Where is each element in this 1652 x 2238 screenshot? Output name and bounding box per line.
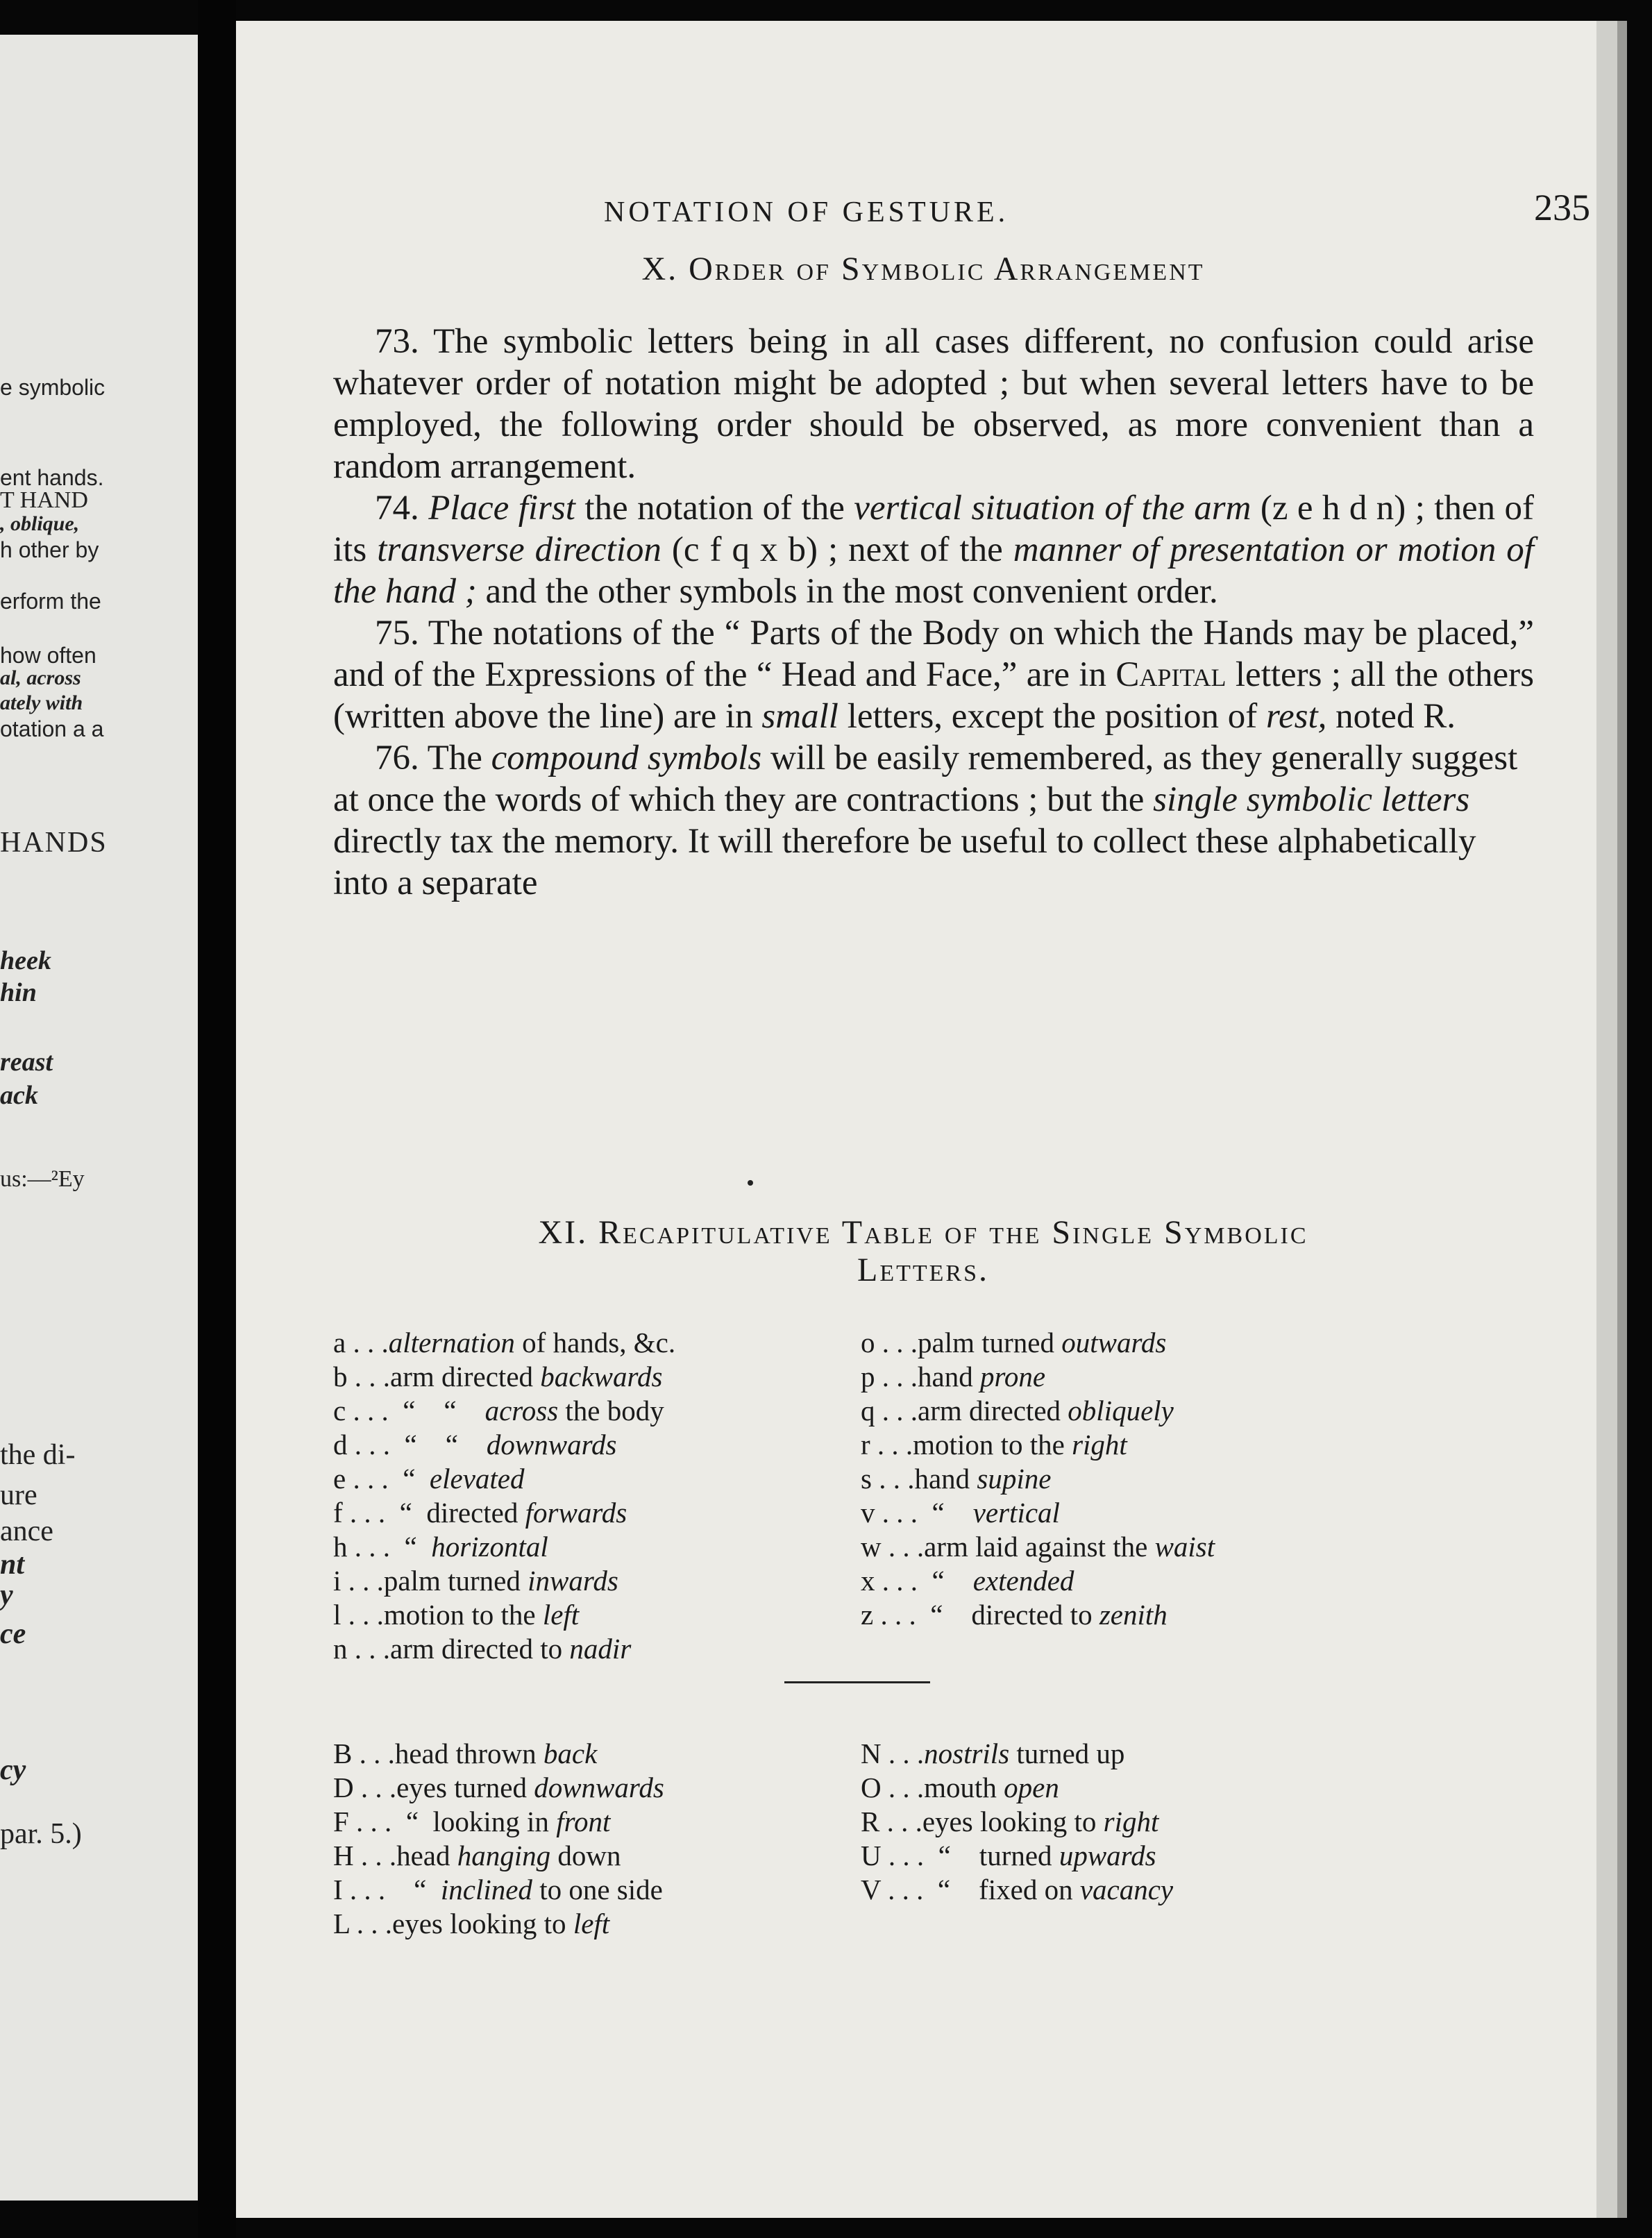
symbol-row: f . . . “ directed forwards <box>333 1497 627 1529</box>
symbol-row: b . . .arm directed backwards <box>333 1361 663 1393</box>
section-x-title: X. Order of Symbolic Arrangement <box>641 251 1205 287</box>
symbol-row: H . . .head hanging down <box>333 1840 621 1871</box>
left-text-fragment: the di- <box>0 1439 76 1471</box>
symbol-row: F . . . “ looking in front <box>333 1806 611 1837</box>
page-edge-shadow <box>1617 21 1627 2218</box>
left-text-fragment: nt <box>0 1549 25 1581</box>
symbol-row: p . . .hand prone <box>861 1361 1046 1393</box>
symbol-row: e . . . “ elevated <box>333 1463 525 1495</box>
symbol-row: U . . . “ turned upwards <box>861 1840 1156 1871</box>
right-page <box>236 21 1596 2218</box>
symbol-row: w . . .arm laid against the waist <box>861 1531 1215 1563</box>
running-head: NOTATION OF GESTURE. <box>604 196 1009 228</box>
symbol-row: c . . . “ “ across the body <box>333 1395 664 1427</box>
left-text-fragment: hin <box>0 978 37 1007</box>
left-text-fragment: ately with <box>0 691 83 714</box>
symbol-row: s . . .hand supine <box>861 1463 1052 1495</box>
left-text-fragment: how often <box>0 643 96 668</box>
left-text-fragment: par. 5.) <box>0 1818 82 1850</box>
symbol-row: o . . .palm turned outwards <box>861 1327 1167 1358</box>
paragraph-75: 75. The notations of the “ Parts of the Body on which the Hands may be placed,” and of the Expressions of the “ Head and Face,” are in Capital letters ; all the others (written above the line) are in small letters, except the position of rest, noted R. <box>333 614 1534 736</box>
capital-left-column <box>333 1737 664 1941</box>
symbol-row: N . . .nostrils turned up <box>861 1738 1125 1769</box>
symbol-row: r . . .motion to the right <box>861 1429 1127 1461</box>
section-xi-title-line2: Letters. <box>857 1252 989 1288</box>
left-text-fragment: reast <box>0 1048 53 1077</box>
ink-dot <box>748 1180 753 1186</box>
left-page-fragment <box>0 35 198 2201</box>
section-xi-title: XI. Recapitulative Table of the Single Symbolic <box>538 1214 1308 1251</box>
table-divider <box>784 1681 930 1683</box>
left-text-fragment: ent hands. <box>0 465 104 490</box>
paragraph-76: 76. The compound symbols will be easily remembered, as they generally suggest at once the words of which they are contractions ; but the single symbolic letters directly tax the memory. It will therefore be useful to collect these alphabetically into a separate <box>333 739 1518 902</box>
symbol-row: I . . . “ inclined to one side <box>333 1874 663 1905</box>
symbol-row: x . . . “ extended <box>861 1565 1074 1597</box>
symbol-row: l . . .motion to the left <box>333 1599 580 1631</box>
left-text-fragment: otation a a <box>0 716 104 741</box>
lowercase-right-column <box>861 1326 1215 1632</box>
left-text-fragment: ce <box>0 1618 26 1650</box>
left-text-fragment: ure <box>0 1479 37 1511</box>
symbol-row: d . . . “ “ downwards <box>333 1429 617 1461</box>
capital-right-column <box>861 1737 1173 1907</box>
left-text-fragment: cy <box>0 1754 26 1786</box>
left-text-fragment: h other by <box>0 537 99 562</box>
symbol-row: v . . . “ vertical <box>861 1497 1060 1529</box>
symbol-row: n . . .arm directed to nadir <box>333 1633 632 1665</box>
book-gutter <box>198 0 236 2238</box>
left-text-fragment: al, across <box>0 666 81 689</box>
symbol-row: h . . . “ horizontal <box>333 1531 548 1563</box>
left-text-fragment: ack <box>0 1081 38 1110</box>
left-text-fragment: heek <box>0 946 51 975</box>
left-text-fragment: e symbolic <box>0 375 106 400</box>
symbol-row: a . . .alternation of hands, &c. <box>333 1327 676 1358</box>
left-text-fragment: , oblique, <box>0 512 80 535</box>
left-text-fragment: ance <box>0 1515 53 1547</box>
page-edge <box>1596 21 1617 2218</box>
symbol-row: D . . .eyes turned downwards <box>333 1772 664 1803</box>
symbol-row: q . . .arm directed obliquely <box>861 1395 1174 1427</box>
paragraph-73: 73. The symbolic letters being in all cases different, no confusion could arise whatever order of notation might be adopted ; but when several letters have to be employed, the following order should be observed, as more convenient than a random arrangement. <box>333 322 1534 486</box>
paragraph-74: 74. Place first the notation of the vertical situation of the arm (z e h d n) ; then of its transverse direction (c f q x b) ; next of the manner of presentation or motion of the hand ; and the other symbols in the most convenient order. <box>333 489 1535 611</box>
symbol-row: L . . .eyes looking to left <box>333 1908 610 1940</box>
symbol-row: B . . .head thrown back <box>333 1738 598 1769</box>
left-text-fragment: HANDS <box>0 827 108 859</box>
left-text-fragment: T HAND <box>0 487 88 513</box>
symbol-row: R . . .eyes looking to right <box>861 1806 1159 1837</box>
body-text <box>333 321 1534 904</box>
left-text-fragment: y <box>0 1579 13 1611</box>
left-text-fragment: us:—²Ey <box>0 1166 85 1192</box>
symbol-row: i . . .palm turned inwards <box>333 1565 618 1597</box>
page-number: 235 <box>1534 187 1590 228</box>
symbol-row: V . . . “ fixed on vacancy <box>861 1874 1174 1905</box>
symbol-row: z . . . “ directed to zenith <box>861 1599 1168 1631</box>
lowercase-left-column <box>333 1326 675 1666</box>
left-text-fragment: erform the <box>0 589 101 614</box>
symbol-row: O . . .mouth open <box>861 1772 1059 1803</box>
